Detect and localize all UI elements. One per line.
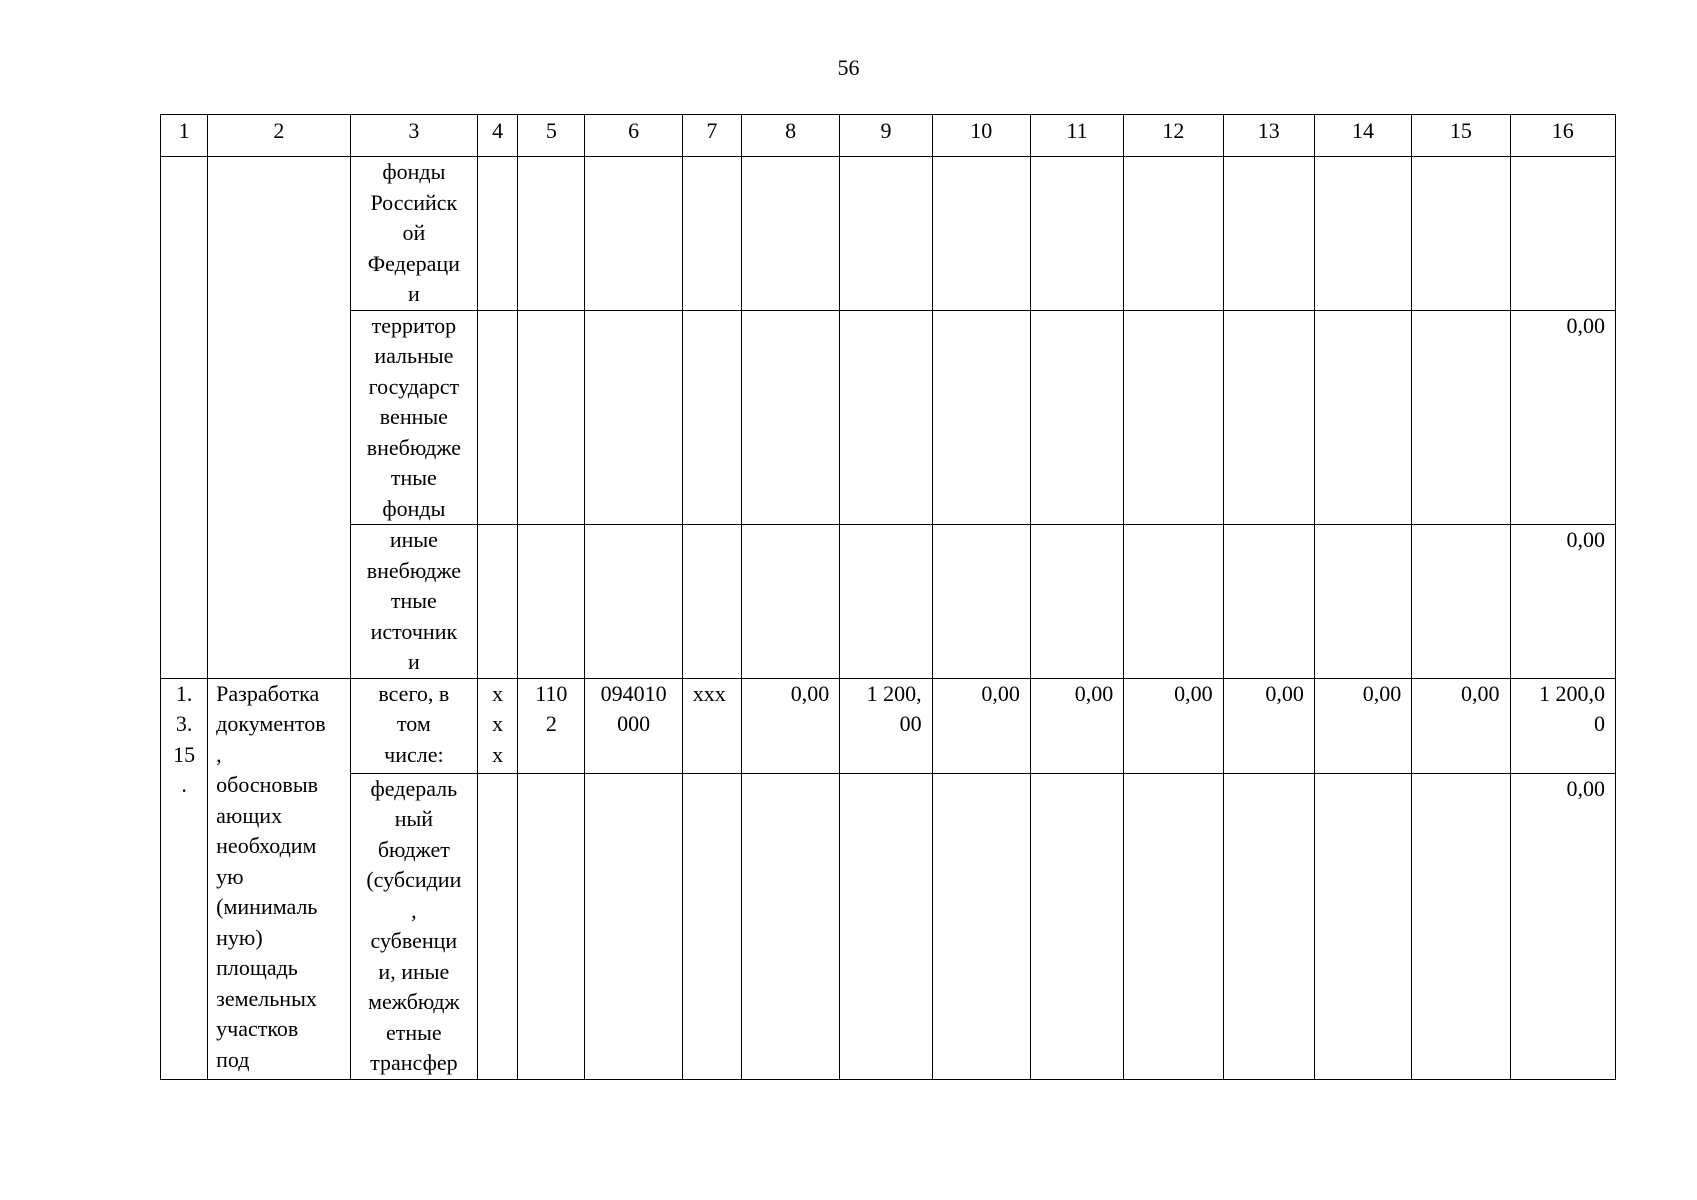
table-cell (1412, 157, 1510, 311)
total-cell: 0,00 (1510, 310, 1615, 525)
table-cell (741, 310, 839, 525)
table-cell (1223, 525, 1314, 679)
table-row (161, 157, 1616, 311)
table-cell (1412, 525, 1510, 679)
table-cell (1124, 157, 1223, 311)
table-cell (682, 310, 741, 525)
table-cell (478, 773, 518, 1079)
table-cell (585, 310, 682, 525)
table-cell (1030, 773, 1123, 1079)
table-cell (1124, 310, 1223, 525)
header-cell: 13 (1223, 115, 1314, 157)
table-cell (840, 157, 932, 311)
table-cell (1030, 157, 1123, 311)
code-cell: х х х (478, 678, 518, 773)
amount-cell: 0,00 (1124, 678, 1223, 773)
funding-source-cell: фонды Российск ой Федераци и (350, 157, 477, 311)
table-cell (478, 525, 518, 679)
table-cell (585, 157, 682, 311)
table-cell (1314, 525, 1411, 679)
code-cell: 110 2 (518, 678, 585, 773)
table-cell (585, 525, 682, 679)
code-cell: 094010 000 (585, 678, 682, 773)
item-number-cell: 1. 3. 15 . (161, 678, 208, 1079)
header-cell: 2 (208, 115, 350, 157)
table-cell (682, 773, 741, 1079)
header-cell: 1 (161, 115, 208, 157)
table-cell (741, 525, 839, 679)
budget-table (160, 114, 1616, 1080)
table-cell (518, 157, 585, 311)
table-cell (1124, 525, 1223, 679)
amount-cell: 0,00 (1030, 678, 1123, 773)
page-number: 56 (837, 55, 860, 80)
header-cell: 10 (932, 115, 1030, 157)
table-cell (478, 310, 518, 525)
table-cell (518, 310, 585, 525)
table-cell (840, 310, 932, 525)
table-cell (1314, 310, 1411, 525)
item-name-cell (208, 157, 350, 679)
amount-cell: 0,00 (1223, 678, 1314, 773)
header-cell: 5 (518, 115, 585, 157)
item-number-cell (161, 157, 208, 679)
table-cell (932, 773, 1030, 1079)
amount-cell: 0,00 (1314, 678, 1411, 773)
table-cell (1223, 157, 1314, 311)
header-cell: 16 (1510, 115, 1615, 157)
table-cell (840, 773, 932, 1079)
header-cell: 12 (1124, 115, 1223, 157)
table-cell (518, 525, 585, 679)
table-cell (1314, 773, 1411, 1079)
amount-cell: 0,00 (932, 678, 1030, 773)
table-row (161, 525, 1616, 679)
funding-source-cell: территор иальные государст венные внебюдже тные фонды (350, 310, 477, 525)
header-cell: 11 (1030, 115, 1123, 157)
code-cell: ххх (682, 678, 741, 773)
header-cell: 15 (1412, 115, 1510, 157)
funding-source-cell: всего, в том числе: (350, 678, 477, 773)
table-row (161, 310, 1616, 525)
header-cell: 9 (840, 115, 932, 157)
table-cell (585, 773, 682, 1079)
total-cell: 1 200,0 0 (1510, 678, 1615, 773)
table-cell (1223, 773, 1314, 1079)
table-cell (741, 773, 839, 1079)
table-cell (1314, 157, 1411, 311)
header-row (161, 115, 1616, 157)
header-cell: 8 (741, 115, 839, 157)
header-cell: 4 (478, 115, 518, 157)
table-cell (741, 157, 839, 311)
table-row (161, 773, 1616, 1079)
header-cell: 7 (682, 115, 741, 157)
header-cell: 14 (1314, 115, 1411, 157)
header-cell: 6 (585, 115, 682, 157)
table-cell (1030, 310, 1123, 525)
table-cell (518, 773, 585, 1079)
table-cell (932, 310, 1030, 525)
table-cell (682, 525, 741, 679)
total-cell: 0,00 (1510, 773, 1615, 1079)
table-cell (1412, 773, 1510, 1079)
table-cell (932, 525, 1030, 679)
table-cell (932, 157, 1030, 311)
header-cell: 3 (350, 115, 477, 157)
table-cell (478, 157, 518, 311)
funding-source-cell: иные внебюдже тные источник и (350, 525, 477, 679)
total-cell: 0,00 (1510, 525, 1615, 679)
table-cell (682, 157, 741, 311)
amount-cell: 0,00 (1412, 678, 1510, 773)
total-cell (1510, 157, 1615, 311)
table-cell (840, 525, 932, 679)
amount-cell: 0,00 (741, 678, 839, 773)
table-cell (1030, 525, 1123, 679)
funding-source-cell: федераль ный бюджет (субсидии , субвенци и, иные межбюдж етные трансфер (350, 773, 477, 1079)
amount-cell: 1 200, 00 (840, 678, 932, 773)
table-cell (1412, 310, 1510, 525)
table-row (161, 678, 1616, 773)
item-name-cell: Разработка документов , обосновыв ающих необходим ую (минималь ную) площадь земельных участков под (208, 678, 350, 1079)
table-cell (1124, 773, 1223, 1079)
table-cell (1223, 310, 1314, 525)
